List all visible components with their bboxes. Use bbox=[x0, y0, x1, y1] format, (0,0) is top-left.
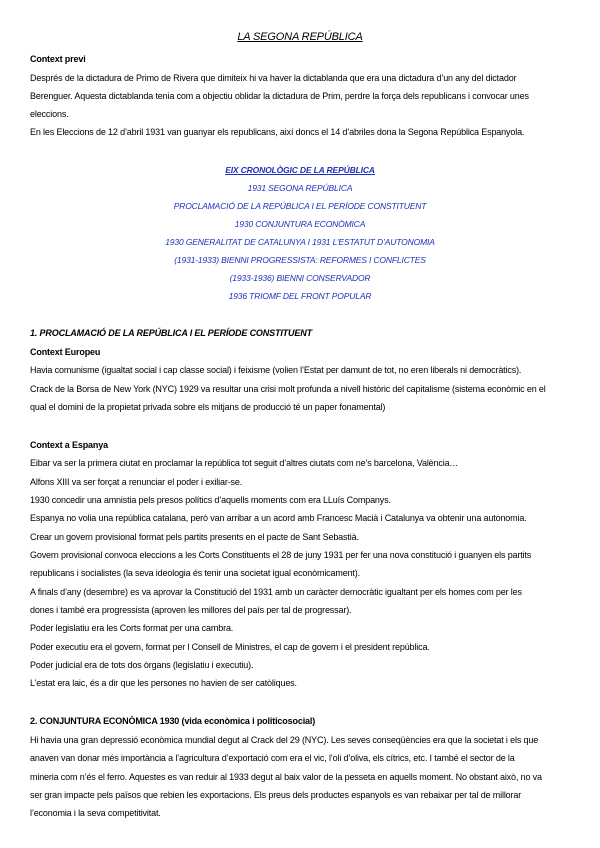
paragraph-line: Havia comunisme (igualtat social i cap classe social) i feixisme (volien l’Estat per damunt de tot, no eren liberals ni democràtics). bbox=[30, 365, 522, 375]
page-title: LA SEGONA REPÚBLICA bbox=[237, 31, 363, 43]
timeline-heading: EIX CRONOLÒGIC DE LA REPÚBLICA bbox=[225, 165, 375, 175]
paragraph-line: anaven van donar més importància a l’agricultura d’exportació com era el vic, l’oli d’oliva, els cítrics, etc. I també el sector de la bbox=[30, 753, 515, 763]
timeline-item: 1930 CONJUNTURA ECONÒMICA bbox=[234, 219, 366, 229]
paragraph-line: 1930 concedir una amnistia pels presos polítics d’aquells moments com era LLuís Companys. bbox=[30, 495, 391, 505]
timeline-item: 1930 GENERALITAT DE CATALUNYA I 1931 L’ESTATUT D’AUTONOMIA bbox=[165, 237, 435, 247]
timeline-item: (1933-1936) BIENNI CONSERVADOR bbox=[229, 273, 371, 283]
timeline-item: (1931-1933) BIENNI PROGRESSISTA: REFORMES I CONFLICTES bbox=[174, 255, 426, 265]
paragraph-line: Crack de la Borsa de New York (NYC) 1929 va resultar una crisi molt profunda a nivell històric del capitalisme (sistema econòmic en el bbox=[30, 384, 546, 394]
paragraph-line: l’economia i la seva competitivitat. bbox=[30, 808, 161, 818]
paragraph-line: Eibar va ser la primera ciutat en proclamar la república tot seguit d’altres ciutats com ne’s barcelona, València… bbox=[30, 458, 459, 468]
section-2-heading: 2. CONJUNTURA ECONÒMICA 1930 (vida econòmica i politicosocial) bbox=[30, 716, 316, 726]
paragraph-line: Poder judicial era de tots dos òrgans (legislatiu i executiu). bbox=[30, 660, 254, 670]
paragraph-line: Espanya no volia una república catalana, però van arribar a un acord amb Francesc Macià i Catalunya va obtenir una autonomia. bbox=[30, 513, 527, 523]
context-europeu-heading: Context Europeu bbox=[30, 347, 101, 357]
section-1-heading: 1. PROCLAMACIÓ DE LA REPÚBLICA I EL PERÍODE CONSTITUENT bbox=[30, 328, 312, 338]
context-previ-heading: Context previ bbox=[30, 54, 86, 64]
paragraph-line: qual el domini de la propietat privada sobre els mitjans de producció té un paper fonamental) bbox=[30, 402, 386, 412]
paragraph-line: mineria com n’és el ferro. Aquestes es van reduir al 1933 degut al baix valor de la pesseta en aquells moment. No obstant això, no va bbox=[30, 772, 542, 782]
timeline-item: PROCLAMACIÓ DE LA REPÚBLICA I EL PERÍODE CONSTITUENT bbox=[173, 201, 427, 211]
paragraph-line: Hi havia una gran depressió econòmica mundial degut al Crack del 29 (NYC). Les seves conseqüències era que la societat i els que bbox=[30, 735, 539, 745]
paragraph-line: Després de la dictadura de Primo de Rivera que dimiteix hi va haver la dictablanda que era una dictadura d’un any del dictador bbox=[30, 73, 517, 83]
paragraph-line: Crear un govern provisional format pels partits presents en el pacte de Sant Sebastià. bbox=[30, 532, 359, 542]
paragraph-line: dones i també era progressista (aproven les millores del país per tal de progressar). bbox=[30, 605, 352, 615]
paragraph-line: Berenguer. Aquesta dictablanda tenia com a objectiu oblidar la dictadura de Prim, perdre la força dels republicans i convocar unes bbox=[30, 91, 529, 101]
paragraph-line: republicans i socialistes (la seva ideologia és tenir una societat igual econòmicament). bbox=[30, 568, 360, 578]
paragraph-line: A finals d’any (desembre) es va aprovar la Constitució del 1931 amb un caràcter democràtic igualtant per els homes com per les bbox=[30, 587, 522, 597]
paragraph-line: Alfons XIII va ser forçat a renunciar el poder i exiliar-se. bbox=[30, 477, 243, 487]
paragraph-line: ser gran impacte pels països que rebien les exportacions. Els preus dels productes espanyols es van rebaixar per tal de millorar bbox=[30, 790, 522, 800]
timeline-item: 1936 TRIOMF DEL FRONT POPULAR bbox=[228, 291, 372, 301]
context-espanya-heading: Context a Espanya bbox=[30, 440, 108, 450]
paragraph-line: Poder executiu era el govern, format per l Consell de Ministres, el cap de govern i el president república. bbox=[30, 642, 430, 652]
paragraph-line: Govern provisional convoca eleccions a les Corts Constituents el 28 de juny 1931 per fer una nova constitució i guanyen els partits bbox=[30, 550, 532, 560]
paragraph-line: L’estat era laic, és a dir que les persones no havien de ser catòliques. bbox=[30, 678, 297, 688]
timeline-item: 1931 SEGONA REPÚBLICA bbox=[247, 183, 353, 193]
paragraph-line: eleccions. bbox=[30, 109, 69, 119]
paragraph-line: Poder legislatiu era les Corts format per una cambra. bbox=[30, 623, 234, 633]
paragraph-line: En les Eleccions de 12 d’abril 1931 van guanyar els republicans, així doncs el 14 d’abriles dona la Segona República Espanyola. bbox=[30, 127, 525, 137]
